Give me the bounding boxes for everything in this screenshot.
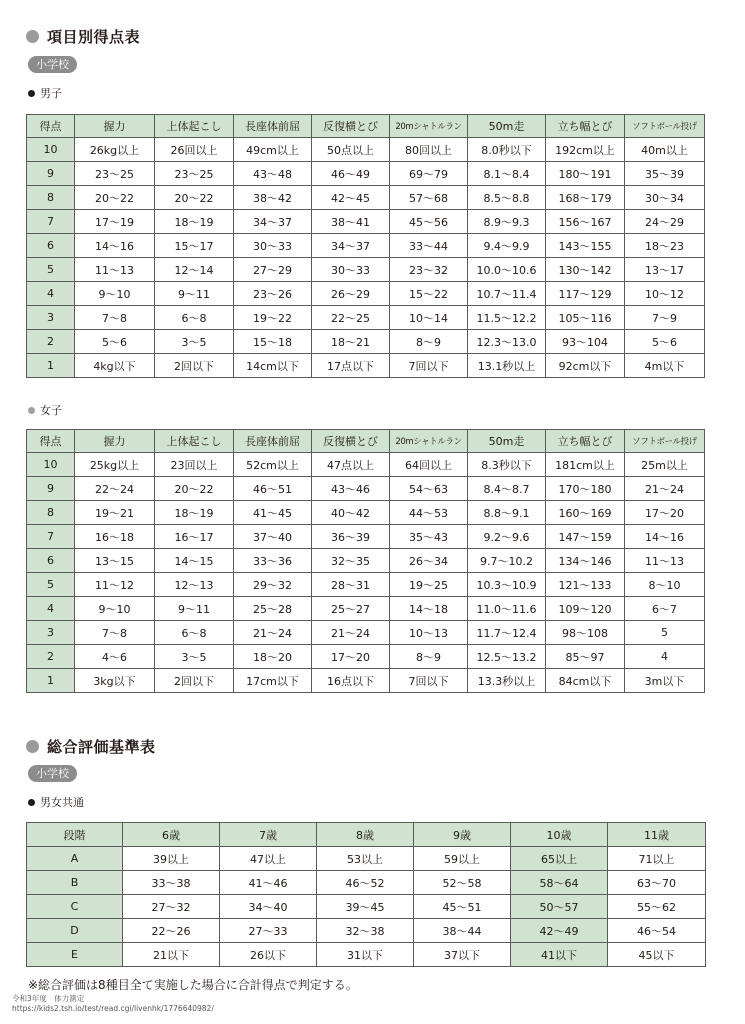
table-cell: 26以下 — [220, 943, 317, 967]
score-cell: 2 — [27, 330, 75, 354]
table-cell: 42～45 — [312, 186, 390, 210]
column-header: 長座体前屈 — [234, 430, 312, 453]
table-cell: 15～18 — [234, 330, 312, 354]
table-cell: 34～40 — [220, 895, 317, 919]
table-cell: 8～9 — [390, 645, 468, 669]
table-cell: 9.7～10.2 — [468, 549, 546, 573]
score-cell: 3 — [27, 306, 75, 330]
table-cell: 17～20 — [312, 645, 390, 669]
table-row — [27, 669, 705, 693]
table-cell: 35～43 — [390, 525, 468, 549]
section-title-text: 項目別得点表 — [47, 28, 141, 46]
column-header: 反復横とび — [312, 430, 390, 453]
table-cell: 18～19 — [155, 501, 234, 525]
score-cell: 6 — [27, 234, 75, 258]
table-row — [27, 186, 705, 210]
table-cell: 9.4～9.9 — [468, 234, 546, 258]
table-cell: 58～64 — [511, 871, 608, 895]
table-row — [27, 645, 705, 669]
table-cell: 2回以下 — [155, 669, 234, 693]
column-header: 8歳 — [317, 823, 414, 847]
table-cell: 180～191 — [546, 162, 625, 186]
table-cell: 50～57 — [511, 895, 608, 919]
table-cell: 45～51 — [414, 895, 511, 919]
table-cell: 52～58 — [414, 871, 511, 895]
table-cell: 22～24 — [75, 477, 155, 501]
section-title-scores — [26, 26, 140, 47]
table-cell: 147～159 — [546, 525, 625, 549]
table-cell: 27～29 — [234, 258, 312, 282]
column-header: 上体起こし — [155, 430, 234, 453]
table-cell: 7回以下 — [390, 354, 468, 378]
score-cell: 1 — [27, 354, 75, 378]
table-row — [27, 210, 705, 234]
column-header: ソフトボール投げ — [625, 115, 705, 138]
table-cell: 50点以上 — [312, 138, 390, 162]
table-cell: 156～167 — [546, 210, 625, 234]
table-cell: 13.1秒以上 — [468, 354, 546, 378]
table-cell: 17～20 — [625, 501, 705, 525]
table-cell: 11～13 — [75, 258, 155, 282]
table-cell: 98～108 — [546, 621, 625, 645]
table-cell: 93～104 — [546, 330, 625, 354]
source-line: 令和3年度 体力測定 — [12, 994, 85, 1003]
table-cell: 20～22 — [155, 186, 234, 210]
table-cell: 18～20 — [234, 645, 312, 669]
table-cell: 22～25 — [312, 306, 390, 330]
bullet-icon — [28, 799, 35, 806]
table-cell: 12～14 — [155, 258, 234, 282]
table-row — [27, 895, 706, 919]
table-cell: 80回以上 — [390, 138, 468, 162]
table-cell: 8.0秒以下 — [468, 138, 546, 162]
table-row — [27, 549, 705, 573]
table-row — [27, 501, 705, 525]
column-header: 50m走 — [468, 430, 546, 453]
table-cell: 25kg以上 — [75, 453, 155, 477]
table-cell: 32～35 — [312, 549, 390, 573]
table-cell: 3kg以下 — [75, 669, 155, 693]
score-cell: 6 — [27, 549, 75, 573]
table-cell: 19～21 — [75, 501, 155, 525]
table-cell: 23～32 — [390, 258, 468, 282]
table-cell: 18～19 — [155, 210, 234, 234]
column-header: 得点 — [27, 430, 75, 453]
score-cell: 1 — [27, 669, 75, 693]
table-cell: 5 — [625, 621, 705, 645]
table-cell: 3m以下 — [625, 669, 705, 693]
score-cell: 9 — [27, 162, 75, 186]
score-cell: 8 — [27, 186, 75, 210]
table-cell: 28～31 — [312, 573, 390, 597]
bullet-icon — [28, 407, 35, 414]
table-cell: 8～9 — [390, 330, 468, 354]
table-row — [27, 354, 705, 378]
table-cell: 38～41 — [312, 210, 390, 234]
score-cell: 9 — [27, 477, 75, 501]
table-cell: 37以下 — [414, 943, 511, 967]
table-cell: 16～18 — [75, 525, 155, 549]
column-header: 長座体前屈 — [234, 115, 312, 138]
section-title-evaluation — [26, 736, 156, 757]
table-row — [27, 597, 705, 621]
table-cell: 43～48 — [234, 162, 312, 186]
table-cell: 12～13 — [155, 573, 234, 597]
table-row — [27, 573, 705, 597]
table-cell: 3～5 — [155, 645, 234, 669]
table-row — [27, 943, 706, 967]
score-cell: 4 — [27, 597, 75, 621]
table-cell: 134～146 — [546, 549, 625, 573]
table-cell: 47点以上 — [312, 453, 390, 477]
table-row — [27, 621, 705, 645]
section-title-text: 総合評価基準表 — [47, 738, 156, 756]
table-cell: 9～11 — [155, 282, 234, 306]
column-header: 9歳 — [414, 823, 511, 847]
table-cell: 7～8 — [75, 621, 155, 645]
table-cell: 30～34 — [625, 186, 705, 210]
table-cell: 33～36 — [234, 549, 312, 573]
table-cell: 30～33 — [312, 258, 390, 282]
table-cell: 15～22 — [390, 282, 468, 306]
table-cell: 37～40 — [234, 525, 312, 549]
column-header: 20mシャトルラン — [390, 430, 468, 453]
table-row — [27, 330, 705, 354]
table-cell: 27～33 — [220, 919, 317, 943]
common-label: 男女共通 — [28, 794, 84, 810]
table-cell: 4m以下 — [625, 354, 705, 378]
table-cell: 41以下 — [511, 943, 608, 967]
table-cell: 12.5～13.2 — [468, 645, 546, 669]
table-cell: 8.4～8.7 — [468, 477, 546, 501]
table-cell: 117～129 — [546, 282, 625, 306]
table-cell: 6～8 — [155, 306, 234, 330]
table-cell: 25～27 — [312, 597, 390, 621]
table-cell: 20～22 — [75, 186, 155, 210]
table-cell: 7～8 — [75, 306, 155, 330]
table-cell: 8.9～9.3 — [468, 210, 546, 234]
table-cell: 40m以上 — [625, 138, 705, 162]
table-row — [27, 282, 705, 306]
table-cell: 17～19 — [75, 210, 155, 234]
table-cell: 6～8 — [155, 621, 234, 645]
table-cell: 33～44 — [390, 234, 468, 258]
table-cell: 43～46 — [312, 477, 390, 501]
table-cell: 46～52 — [317, 871, 414, 895]
table-cell: 19～22 — [234, 306, 312, 330]
table-row — [27, 453, 705, 477]
table-cell: 23～26 — [234, 282, 312, 306]
table-cell: 21～24 — [625, 477, 705, 501]
boys-label: 男子 — [28, 85, 62, 101]
table-cell: 15～17 — [155, 234, 234, 258]
table-cell: 4～6 — [75, 645, 155, 669]
table-cell: 14～18 — [390, 597, 468, 621]
table-cell: 13～15 — [75, 549, 155, 573]
girls-label: 女子 — [28, 402, 62, 418]
table-cell: 192cm以上 — [546, 138, 625, 162]
table-cell: 26kg以上 — [75, 138, 155, 162]
source-url: https://kids2.tsh.io/test/read.cgi/livenhk/1776640982/ — [12, 1004, 214, 1013]
table-cell: 57～68 — [390, 186, 468, 210]
column-header: 10歳 — [511, 823, 608, 847]
table-cell: 45以下 — [608, 943, 706, 967]
table-cell: 64回以上 — [390, 453, 468, 477]
table-cell: 53以上 — [317, 847, 414, 871]
table-cell: 8.1～8.4 — [468, 162, 546, 186]
table-cell: 5～6 — [75, 330, 155, 354]
table-cell: 46～51 — [234, 477, 312, 501]
table-cell: 23～25 — [75, 162, 155, 186]
footnote: ※総合評価は8種目全て実施した場合に合計得点で判定する。 — [28, 978, 358, 992]
column-header: 50m走 — [468, 115, 546, 138]
column-header: 立ち幅とび — [546, 430, 625, 453]
table-cell: 2回以下 — [155, 354, 234, 378]
score-cell: 3 — [27, 621, 75, 645]
bullet-icon — [26, 30, 39, 43]
table-cell: 7～9 — [625, 306, 705, 330]
table-cell: 26回以上 — [155, 138, 234, 162]
score-cell: 5 — [27, 573, 75, 597]
table-cell: 33～38 — [123, 871, 220, 895]
table-cell: 11～12 — [75, 573, 155, 597]
column-header: 11歳 — [608, 823, 706, 847]
table-cell: 22～26 — [123, 919, 220, 943]
school-badge: 小学校 — [28, 56, 77, 73]
table-cell: 143～155 — [546, 234, 625, 258]
column-header: 立ち幅とび — [546, 115, 625, 138]
table-cell: 14～16 — [75, 234, 155, 258]
table-cell: 4 — [625, 645, 705, 669]
score-cell: 5 — [27, 258, 75, 282]
table-cell: 8.5～8.8 — [468, 186, 546, 210]
table-cell: 69～79 — [390, 162, 468, 186]
column-header: 20mシャトルラン — [390, 115, 468, 138]
table-cell: 8.8～9.1 — [468, 501, 546, 525]
girls-score-table — [26, 429, 705, 693]
table-cell: 47以上 — [220, 847, 317, 871]
table-cell: 25m以上 — [625, 453, 705, 477]
table-cell: 25～28 — [234, 597, 312, 621]
score-cell: 4 — [27, 282, 75, 306]
table-cell: 181cm以上 — [546, 453, 625, 477]
table-cell: 55～62 — [608, 895, 706, 919]
table-cell: 20～22 — [155, 477, 234, 501]
table-cell: 9～11 — [155, 597, 234, 621]
score-cell: 10 — [27, 138, 75, 162]
table-cell: 14～16 — [625, 525, 705, 549]
column-header: 段階 — [27, 823, 123, 847]
table-cell: 105～116 — [546, 306, 625, 330]
table-cell: 38～44 — [414, 919, 511, 943]
table-row — [27, 234, 705, 258]
table-cell: 23回以上 — [155, 453, 234, 477]
table-cell: 13～17 — [625, 258, 705, 282]
table-row — [27, 847, 706, 871]
table-cell: 168～179 — [546, 186, 625, 210]
table-cell: 21～24 — [312, 621, 390, 645]
table-cell: 4kg以下 — [75, 354, 155, 378]
table-cell: 9～10 — [75, 597, 155, 621]
table-cell: 27～32 — [123, 895, 220, 919]
grade-cell: B — [27, 871, 123, 895]
table-cell: 34～37 — [234, 210, 312, 234]
column-header: 反復横とび — [312, 115, 390, 138]
grade-cell: E — [27, 943, 123, 967]
table-cell: 29～32 — [234, 573, 312, 597]
grade-cell: D — [27, 919, 123, 943]
table-cell: 41～46 — [220, 871, 317, 895]
table-cell: 44～53 — [390, 501, 468, 525]
table-cell: 13.3秒以上 — [468, 669, 546, 693]
table-row — [27, 306, 705, 330]
table-cell: 45～56 — [390, 210, 468, 234]
table-cell: 21～24 — [234, 621, 312, 645]
score-cell: 7 — [27, 525, 75, 549]
table-cell: 84cm以下 — [546, 669, 625, 693]
table-cell: 92cm以下 — [546, 354, 625, 378]
column-header: 6歳 — [123, 823, 220, 847]
school-badge: 小学校 — [28, 765, 77, 782]
table-cell: 14cm以下 — [234, 354, 312, 378]
column-header: 握力 — [75, 115, 155, 138]
table-cell: 41～45 — [234, 501, 312, 525]
table-cell: 24～29 — [625, 210, 705, 234]
table-cell: 85～97 — [546, 645, 625, 669]
table-cell: 40～42 — [312, 501, 390, 525]
table-cell: 31以下 — [317, 943, 414, 967]
table-cell: 23～25 — [155, 162, 234, 186]
table-cell: 10～14 — [390, 306, 468, 330]
table-cell: 17cm以下 — [234, 669, 312, 693]
table-row — [27, 871, 706, 895]
table-cell: 5～6 — [625, 330, 705, 354]
table-cell: 160～169 — [546, 501, 625, 525]
table-cell: 49cm以上 — [234, 138, 312, 162]
table-cell: 10.0～10.6 — [468, 258, 546, 282]
score-cell: 2 — [27, 645, 75, 669]
table-cell: 10.7～11.4 — [468, 282, 546, 306]
table-cell: 11.5～12.2 — [468, 306, 546, 330]
table-cell: 12.3～13.0 — [468, 330, 546, 354]
boys-score-table — [26, 114, 705, 378]
table-cell: 21以下 — [123, 943, 220, 967]
table-cell: 71以上 — [608, 847, 706, 871]
table-cell: 35～39 — [625, 162, 705, 186]
table-cell: 19～25 — [390, 573, 468, 597]
table-cell: 16～17 — [155, 525, 234, 549]
table-cell: 10～12 — [625, 282, 705, 306]
table-row — [27, 525, 705, 549]
table-row — [27, 919, 706, 943]
table-cell: 170～180 — [546, 477, 625, 501]
table-cell: 3～5 — [155, 330, 234, 354]
table-cell: 11.0～11.6 — [468, 597, 546, 621]
table-cell: 54～63 — [390, 477, 468, 501]
table-cell: 38～42 — [234, 186, 312, 210]
table-cell: 8.3秒以下 — [468, 453, 546, 477]
table-cell: 39～45 — [317, 895, 414, 919]
table-cell: 18～23 — [625, 234, 705, 258]
column-header: 得点 — [27, 115, 75, 138]
table-cell: 7回以下 — [390, 669, 468, 693]
table-cell: 11～13 — [625, 549, 705, 573]
table-cell: 26～29 — [312, 282, 390, 306]
table-cell: 34～37 — [312, 234, 390, 258]
column-header: 7歳 — [220, 823, 317, 847]
table-cell: 10.3～10.9 — [468, 573, 546, 597]
table-cell: 130～142 — [546, 258, 625, 282]
score-cell: 8 — [27, 501, 75, 525]
table-row — [27, 162, 705, 186]
table-cell: 10～13 — [390, 621, 468, 645]
table-cell: 36～39 — [312, 525, 390, 549]
table-cell: 26～34 — [390, 549, 468, 573]
table-cell: 16点以下 — [312, 669, 390, 693]
table-cell: 46～54 — [608, 919, 706, 943]
column-header: ソフトボール投げ — [625, 430, 705, 453]
table-cell: 6～7 — [625, 597, 705, 621]
table-cell: 42～49 — [511, 919, 608, 943]
score-cell: 10 — [27, 453, 75, 477]
bullet-icon — [26, 740, 39, 753]
grade-cell: A — [27, 847, 123, 871]
column-header: 上体起こし — [155, 115, 234, 138]
table-cell: 17点以下 — [312, 354, 390, 378]
table-cell: 65以上 — [511, 847, 608, 871]
table-cell: 30～33 — [234, 234, 312, 258]
table-cell: 8～10 — [625, 573, 705, 597]
table-cell: 52cm以上 — [234, 453, 312, 477]
bullet-icon — [28, 90, 35, 97]
table-row — [27, 258, 705, 282]
table-cell: 121～133 — [546, 573, 625, 597]
table-cell: 14～15 — [155, 549, 234, 573]
table-cell: 9～10 — [75, 282, 155, 306]
table-cell: 39以上 — [123, 847, 220, 871]
table-cell: 9.2～9.6 — [468, 525, 546, 549]
table-cell: 59以上 — [414, 847, 511, 871]
evaluation-table — [26, 822, 706, 967]
table-cell: 63～70 — [608, 871, 706, 895]
table-cell: 18～21 — [312, 330, 390, 354]
table-cell: 32～38 — [317, 919, 414, 943]
table-row — [27, 138, 705, 162]
table-cell: 11.7～12.4 — [468, 621, 546, 645]
grade-cell: C — [27, 895, 123, 919]
table-row — [27, 477, 705, 501]
column-header: 握力 — [75, 430, 155, 453]
score-cell: 7 — [27, 210, 75, 234]
table-cell: 109～120 — [546, 597, 625, 621]
table-cell: 46～49 — [312, 162, 390, 186]
